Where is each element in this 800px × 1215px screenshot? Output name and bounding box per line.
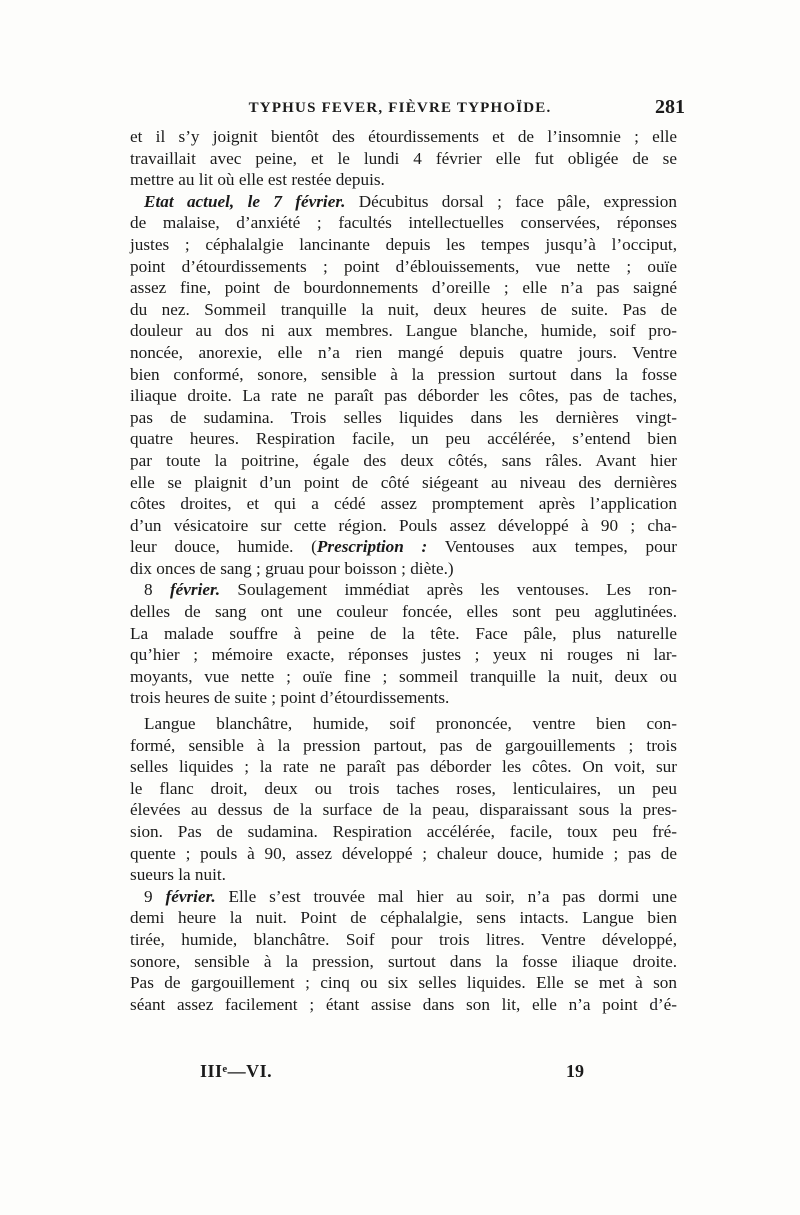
line-text: dix onces de sang ; gruau pour boisson ; diète.) xyxy=(130,558,454,578)
text-line xyxy=(130,450,677,472)
line-text: assez fine, point de bourdonnements d’oreille ; elle n’a pas saigné xyxy=(130,278,677,298)
text-line xyxy=(130,799,677,821)
text-line xyxy=(130,493,677,515)
italic-phrase: février. xyxy=(165,886,216,906)
text-line xyxy=(130,472,677,494)
text-line xyxy=(130,713,677,735)
text-line xyxy=(130,169,677,191)
text-line xyxy=(130,601,677,623)
line-text: qu’hier ; mémoire exacte, réponses justes ; yeux ni rouges ni lar- xyxy=(130,645,677,665)
line-text: du nez. Sommeil tranquille la nuit, deux heures de suite. Pas de xyxy=(130,299,677,319)
line-text: noncée, anorexie, elle n’a rien mangé depuis quatre jours. Ventre xyxy=(130,342,677,362)
text-line xyxy=(130,644,677,666)
text-line xyxy=(130,342,677,364)
text-line xyxy=(130,951,677,973)
text-line xyxy=(130,623,677,645)
text-line xyxy=(130,994,677,1016)
line-text: Décubitus dorsal ; face pâle, expression xyxy=(345,191,677,211)
line-text: 9 xyxy=(144,886,166,906)
line-text: iliaque droite. La rate ne paraît pas déborder les côtes, pas de taches, xyxy=(130,386,677,406)
line-text: Pas de gargouillement ; cinq ou six selles liquides. Elle se met à son xyxy=(130,973,677,993)
line-text: point d’étourdissements ; point d’éblouissements, vue nette ; ouïe xyxy=(130,256,677,276)
line-text: sion. Pas de sudamina. Respiration accélérée, facile, toux peu fré- xyxy=(130,822,677,841)
text-line xyxy=(130,972,677,994)
text-line xyxy=(130,428,677,450)
text-line xyxy=(130,687,677,709)
line-text: de malaise, d’anxiété ; facultés intellectuelles conservées, réponses xyxy=(130,213,677,233)
line-text: formé, sensible à la pression partout, pas de gargouillements ; trois xyxy=(130,735,677,755)
text-line xyxy=(130,558,677,580)
text-line xyxy=(130,515,677,537)
line-text: côtes droites, et qui a cédé assez promptement après l’application xyxy=(130,494,677,514)
text-line xyxy=(130,929,677,951)
text-line xyxy=(130,256,677,278)
line-text: justes ; céphalalgie lancinante depuis les tempes jusqu’à l’occiput, xyxy=(130,234,677,254)
line-text: d’un vésicatoire sur cette région. Pouls assez développé à 90 ; cha- xyxy=(130,515,677,535)
line-text: quente ; pouls à 90, assez développé ; chaleur douce, humide ; pas de xyxy=(130,843,677,863)
line-text: Langue blanchâtre, humide, soif prononcée, ventre bien con- xyxy=(144,714,677,734)
line-text: moyants, vue nette ; ouïe fine ; sommeil tranquille la nuit, deux ou xyxy=(130,666,677,686)
running-head: TYPHUS FEVER, FIÈVRE TYPHOÏDE. xyxy=(248,100,552,116)
text-line xyxy=(130,364,677,386)
line-text: travaillait avec peine, et le lundi 4 février elle fut obligée de se xyxy=(130,148,677,168)
body-text xyxy=(130,126,677,1015)
text-line xyxy=(130,277,677,299)
text-line xyxy=(130,536,677,558)
line-text: trois heures de suite ; point d’étourdissements. xyxy=(130,688,450,708)
printer-signature: IIIᵉ—VI. xyxy=(200,1061,273,1081)
line-text: delles de sang ont une couleur foncée, elles sont peu agglutinées. xyxy=(130,602,677,622)
signature-number: 19 xyxy=(566,1061,584,1081)
text-line xyxy=(130,234,677,256)
page-footer xyxy=(200,1061,600,1087)
text-line xyxy=(130,212,677,234)
italic-phrase: Etat actuel, le 7 février. xyxy=(144,191,346,211)
line-text-continued: Ventouses aux tempes, pour xyxy=(427,537,677,557)
line-text: mettre au lit où elle est restée depuis. xyxy=(130,170,385,190)
line-text: quatre heures. Respiration facile, un peu accélérée, s’entend bien xyxy=(130,429,677,449)
text-line xyxy=(130,407,677,429)
line-text: demi heure la nuit. Point de céphalalgie, sens intacts. Langue bien xyxy=(130,908,677,928)
line-text-continued: Soulagement immédiat après les ventouses. Les ron- xyxy=(220,580,677,600)
line-text: tirée, humide, blanchâtre. Soif pour trois litres. Ventre développé, xyxy=(130,929,677,949)
text-line xyxy=(130,148,677,170)
line-text: sonore, sensible à la pression, surtout dans la fosse iliaque droite. xyxy=(130,951,677,971)
line-text: et il s’y joignit bientôt des étourdissements et de l’insomnie ; elle xyxy=(130,127,677,146)
text-line xyxy=(130,579,677,601)
line-text: La malade souffre à peine de la tête. Face pâle, plus naturelle xyxy=(130,623,677,643)
line-text: elle se plaignit d’un point de côté siégeant au niveau des dernières xyxy=(130,472,677,492)
text-line xyxy=(130,191,677,213)
line-text: élevées au dessus de la surface de la peau, disparaissant sous la pres- xyxy=(130,800,677,820)
page-header xyxy=(130,98,685,124)
text-line xyxy=(130,843,677,865)
text-line xyxy=(130,907,677,929)
text-line xyxy=(130,886,677,908)
line-text: sueurs la nuit. xyxy=(130,865,226,885)
line-text: bien conformé, sonore, sensible à la pression surtout dans la fosse xyxy=(130,364,677,384)
text-line xyxy=(130,778,677,800)
italic-phrase: février. xyxy=(169,580,221,600)
line-text: selles liquides ; la rate ne paraît pas déborder les côtes. On voit, sur xyxy=(130,757,677,777)
line-text-continued: Elle s’est trouvée mal hier au soir, n’a pas dormi une xyxy=(215,886,678,906)
text-line xyxy=(130,864,677,886)
text-line xyxy=(130,756,677,778)
line-text: séant assez facilement ; étant assise dans son lit, elle n’a point d’é- xyxy=(130,994,677,1014)
text-line xyxy=(130,666,677,688)
italic-phrase: Prescription : xyxy=(316,537,428,557)
line-text: le flanc droit, deux ou trois taches roses, lenticulaires, un peu xyxy=(130,778,677,798)
line-text: par toute la poitrine, égale des deux côtés, sans râles. Avant hier xyxy=(130,450,677,470)
line-text: douleur au dos ni aux membres. Langue blanche, humide, soif pro- xyxy=(130,321,677,341)
line-text: 8 xyxy=(144,580,170,600)
line-text: pas de sudamina. Trois selles liquides dans les dernières vingt- xyxy=(130,407,677,427)
line-text: leur douce, humide. ( xyxy=(130,537,317,557)
text-line xyxy=(130,126,677,148)
page-number: 281 xyxy=(655,96,685,118)
text-line xyxy=(130,821,677,843)
text-line xyxy=(130,299,677,321)
text-line xyxy=(130,735,677,757)
text-line xyxy=(130,385,677,407)
text-line xyxy=(130,320,677,342)
